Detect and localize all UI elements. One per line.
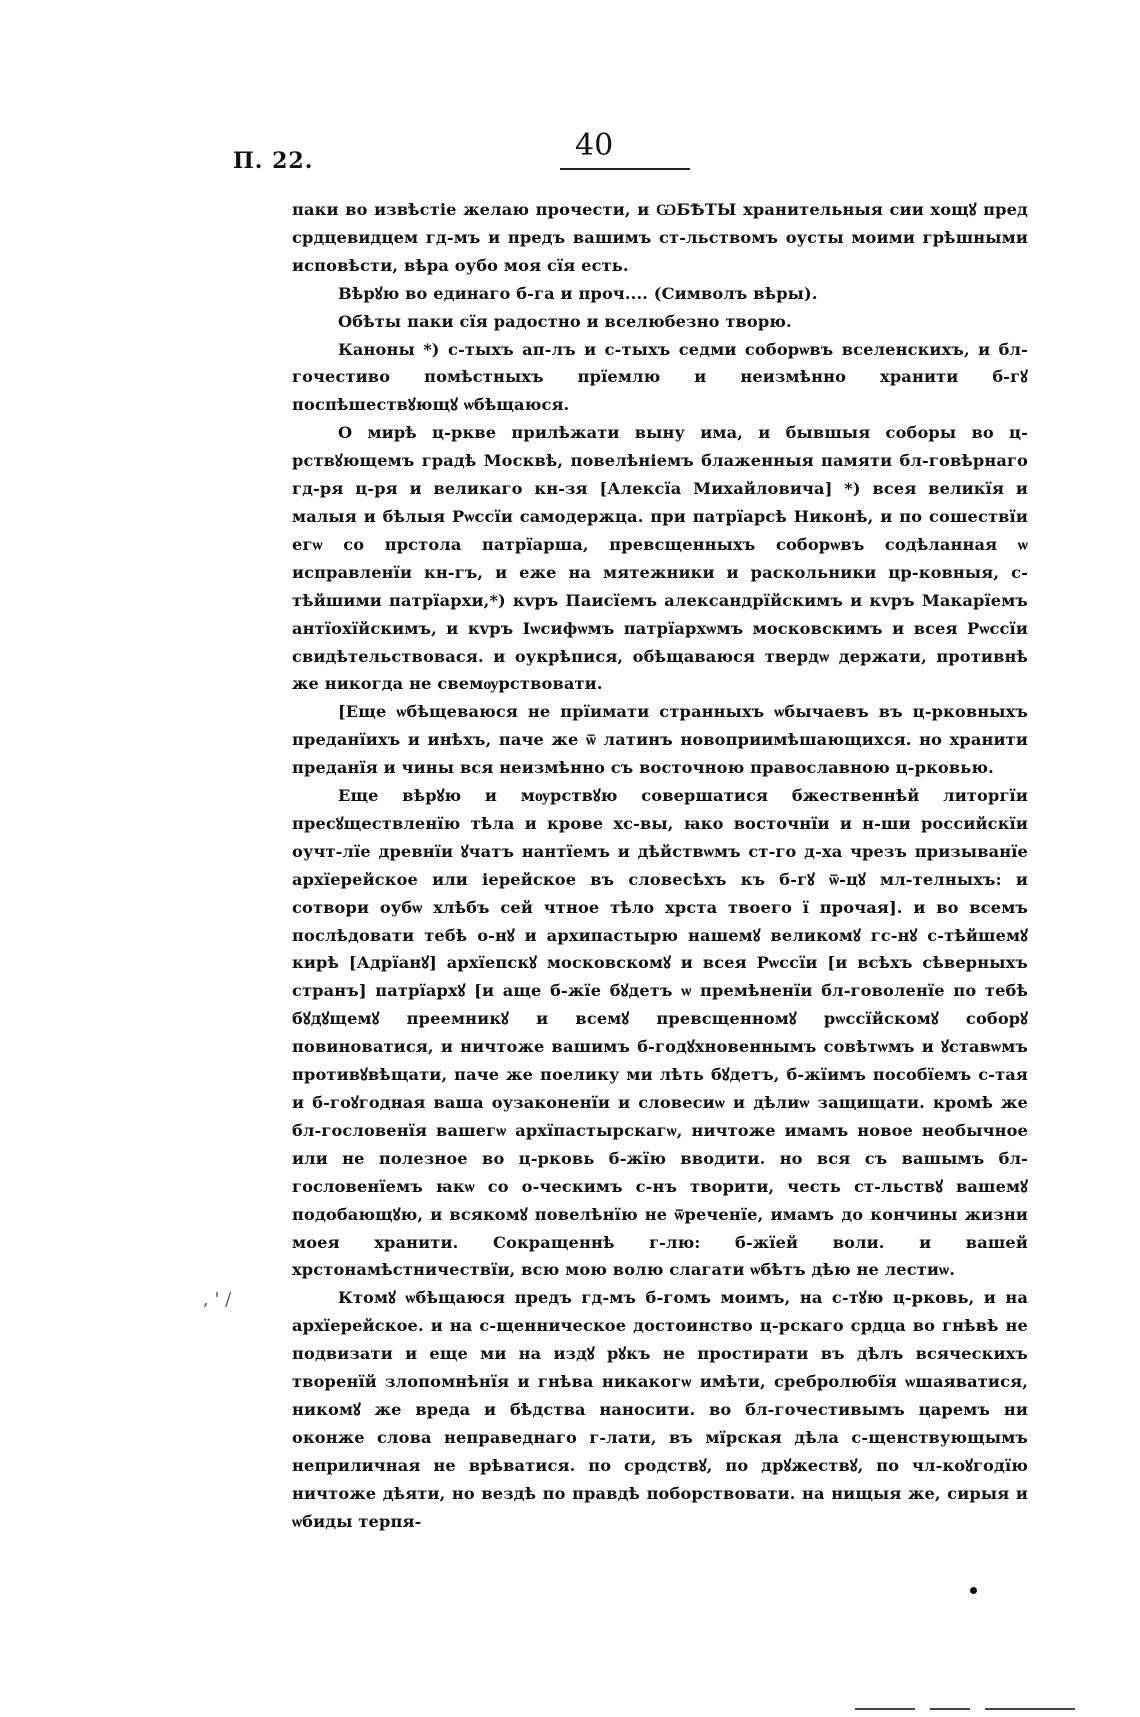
bottom-rule [855,1708,915,1710]
paragraph: О мирѣ ц-ркве прилѣжати выну има, и бывшыя соборы во ц-рствꙋющемъ градѣ Москвѣ, повелѣніемъ блаженныя памяти бл-говѣрнаго гд-ря ц-ря и великаго кн-зя [Алексїа Михайловича] *) всея великїя и малыя и бѣлыя Рѡссїи самодержца. при патрїарсѣ Никонѣ, и по сошествїи егѡ со прстола патрїарша, превсщенныхъ соборѡвъ содѣланная ѡ исправленїи кн-гъ, и еже на мятежники и раскольники цр-ковныя, с-тѣйшими патрїархи,*) кvръ Паисїемъ александрїйскимъ и кvръ Макарїемъ антїохїйскимъ, и кvръ Іѡсифѡмъ патрїархѡмъ московскимъ и всея Рѡссїи свидѣтельствовася. и оукрѣпися, обѣщаваюся твердѡ держати, противнѣ же никогда не свемѹрствовати. [292,423,1028,694]
paragraph: Еще вѣрꙋю и мѹрствꙋю совершатися бжественнѣй литоргїи пресꙋществленїю тѣла и крове хс-вы, ꙗко восточнїи и н-ши российскїи оучт-лїе древнїи ꙋчатъ нантїемъ и дѣйствѡмъ ст-го д-ха чрезъ призыванїе архїерейское или іерейское въ словесѣхъ къ б-гꙋ ѿ-цꙋ мл-телныхъ: и сотвори оубѡ хлѣбъ сей чтное тѣло хрста твоего ї прочая]. и во всемъ послѣдовати тебѣ о-нꙋ и архипастырю нашемꙋ великомꙋ гс-нꙋ с-тѣйшемꙋ кирѣ [Адрїанꙋ] архїепскꙋ московскомꙋ и всея Рѡссїи [и всѣхъ сѣверныхъ странъ] патрїархꙋ [и аще б-жїе бꙋдетъ ѡ премѣненїи бл-говоленїе по тебѣ бꙋдꙋщемꙋ преемникꙋ и всемꙋ превсщенномꙋ рѡссїйскомꙋ соборꙋ повиноватися, и ничтоже вашимъ б-годꙋхновеннымъ совѣтѡмъ и ꙋставѡмъ противꙋвѣщати, паче же поелику ми лѣть бꙋдетъ, б-жїимъ пособїемъ с-тая и б-гоꙋгодная ваша оузаконенїи и словесиѡ и дѣлиѡ защищати. кромѣ же бл-гословенїя вашегѡ архїпастырскагѡ, ничтоже имамъ новое необычное или не полезное во ц-рковь б-жїю вводити. но вся съ вашымъ бл-гословенїемъ ꙗкѡ со о-ческимъ с-нъ творити, честь ст-льствꙋ вашемꙋ подобающꙋю, и всякомꙋ повелѣнїю не ѿреченїе, имамъ до кончины жизни моея хранити. Сокращеннѣ г-лю: б-жїей воли. и вашей хрстонамѣстничествїи, всю мою волю слагати ѡбѣтъ дѣю не лестиѡ. [292,786,1028,1280]
ink-dot [970,1587,977,1594]
margin-notes: , ' / [203,1289,232,1310]
section-mark: П. 22. [233,148,314,174]
paragraph: Ктомꙋ ѡбѣщаюся предъ гд-мъ б-гомъ моимъ, на с-тꙋю ц-рковь, и на архїерейское. и на с-щенническое достоинство ц-рскаго срдца во гнѣвѣ не подвизати и еще ми на издꙋ рꙋкъ не простирати въ дѣлъ всяческихъ творенїй злопомнѣнїя и гнѣва никакогѡ имѣти, сребролюбїя ѡшаяватися, никомꙋ же вреда и бѣдства наносити. во бл-гочестивымъ царемъ ни оконже слова неправеднаго г-лати, въ мїрская дѣла с-щенствующымъ неприличная не врѣватися. по сродствꙋ, по дрꙋжествꙋ, по чл-коꙋгодїю ничтоже дѣяти, но вездѣ по правдѣ поборствовати. на нищыя же, сирыя и ѡбиды терпя- [292,1288,1028,1531]
page-number-rule [560,168,690,170]
paragraph: паки во извѣстіе желаю прочести, и ѠБѢТЫ хранительныя сии хощꙋ пред срдцевидцем гд-мъ и предъ вашимъ ст-льствомъ оусты моими грѣшными исповѣсти, вѣра оубо моя сїя есть. [292,200,1028,275]
page-number: 40 [575,128,614,163]
paragraph: Обѣты паки сїя радостно и вселюбезно творю. [338,311,792,331]
body-text [292,196,1028,1536]
bottom-rule [930,1708,970,1710]
paragraph: Каноны *) с-тыхъ ап-лъ и с-тыхъ седми соборѡвъ вселенскихъ, и бл-гочестиво помѣстныхъ прїемлю и неизмѣнно хранити б-гꙋ поспѣшествꙋющꙋ ѡбѣщаюся. [292,339,1028,415]
bottom-rule [985,1708,1075,1710]
paragraph: Вѣрꙋю во единаго б-га и проч.... (Символъ вѣры). [338,283,818,303]
paragraph: [Еще ѡбѣщеваюся не прїимати странныхъ ѡбычаевъ въ ц-рковныхъ преданїихъ и инѣхъ, паче же ѿ латинъ новоприимѣшающихся. но хранити преданїя и чины вся неизмѣнно съ восточною православною ц-рковью. [292,702,1028,778]
